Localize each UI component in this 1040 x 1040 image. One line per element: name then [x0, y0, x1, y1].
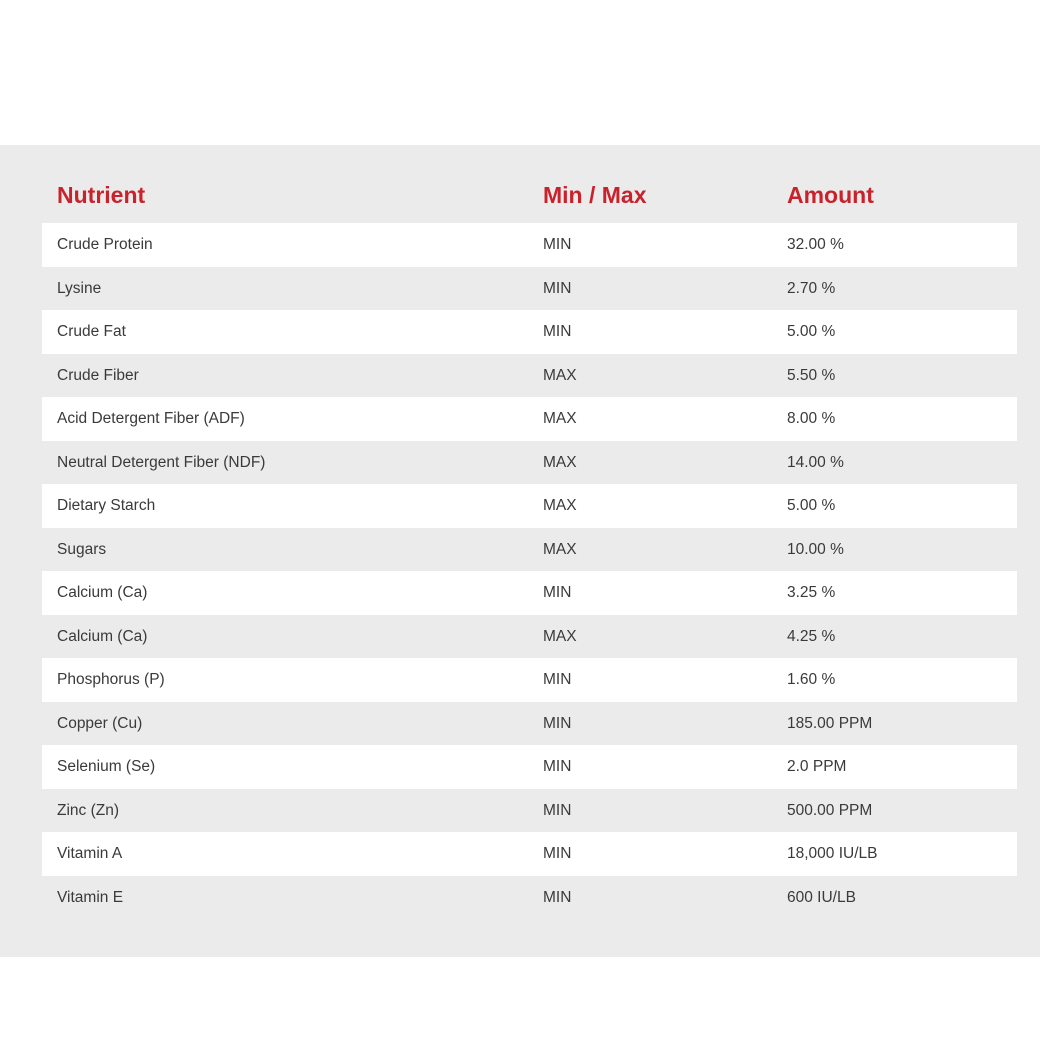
amount-cell: 2.70 %: [787, 279, 836, 297]
min-max-cell: MAX: [543, 497, 577, 514]
amount-cell: 2.0 PPM: [787, 758, 847, 775]
table-row: [42, 223, 1017, 267]
table-row: [42, 658, 1017, 702]
nutrient-cell: Phosphorus (P): [57, 671, 165, 688]
table-row: [42, 267, 1017, 311]
table-row: [42, 615, 1017, 659]
amount-cell: 185.00 PPM: [787, 714, 873, 732]
nutrient-cell: Crude Fat: [57, 323, 126, 340]
table-row: [42, 789, 1017, 833]
header-min-max: Min / Max: [543, 182, 647, 208]
nutrient-cell: Vitamin A: [57, 845, 123, 862]
table-row: [42, 484, 1017, 528]
amount-cell: 18,000 IU/LB: [787, 845, 878, 862]
min-max-cell: MIN: [543, 845, 572, 862]
min-max-cell: MAX: [543, 366, 577, 384]
min-max-cell: MIN: [543, 671, 572, 688]
nutrient-cell: Neutral Detergent Fiber (NDF): [57, 453, 266, 471]
amount-cell: 8.00 %: [787, 410, 836, 427]
nutrient-table: [42, 145, 1017, 919]
min-max-cell: MIN: [543, 801, 572, 819]
min-max-cell: MIN: [543, 323, 572, 340]
table-row: [42, 832, 1017, 876]
amount-cell: 4.25 %: [787, 627, 836, 645]
amount-cell: 5.50 %: [787, 366, 836, 384]
min-max-cell: MIN: [543, 714, 572, 732]
header-amount: Amount: [787, 182, 874, 208]
min-max-cell: MAX: [543, 627, 577, 645]
nutrient-cell: Lysine: [57, 279, 102, 297]
min-max-cell: MIN: [543, 758, 572, 775]
nutrient-cell: Copper (Cu): [57, 714, 143, 732]
table-row: [42, 397, 1017, 441]
nutrient-panel: [0, 145, 1040, 957]
min-max-cell: MIN: [543, 888, 572, 906]
table-row: [42, 571, 1017, 615]
table-header: [42, 145, 1017, 223]
nutrient-cell: Acid Detergent Fiber (ADF): [57, 410, 245, 427]
min-max-cell: MAX: [543, 410, 577, 427]
amount-cell: 5.00 %: [787, 497, 836, 514]
table-row: [42, 876, 1017, 920]
nutrient-cell: Vitamin E: [57, 888, 124, 906]
amount-cell: 32.00 %: [787, 236, 844, 253]
amount-cell: 10.00 %: [787, 540, 844, 558]
table-row: [42, 310, 1017, 354]
amount-cell: 5.00 %: [787, 323, 836, 340]
amount-cell: 3.25 %: [787, 584, 836, 601]
header-nutrient: Nutrient: [57, 182, 146, 208]
min-max-cell: MAX: [543, 540, 577, 558]
table-body: [42, 223, 1017, 919]
min-max-cell: MIN: [543, 584, 572, 601]
min-max-cell: MIN: [543, 236, 572, 253]
nutrient-cell: Sugars: [57, 540, 107, 558]
table-row: [42, 745, 1017, 789]
nutrient-cell: Crude Protein: [57, 236, 153, 253]
nutrient-cell: Dietary Starch: [57, 497, 156, 514]
table-row: [42, 702, 1017, 746]
amount-cell: 500.00 PPM: [787, 801, 873, 819]
min-max-cell: MIN: [543, 279, 572, 297]
amount-cell: 14.00 %: [787, 453, 844, 471]
nutrient-cell: Calcium (Ca): [57, 584, 148, 601]
amount-cell: 1.60 %: [787, 671, 836, 688]
min-max-cell: MAX: [543, 453, 577, 471]
table-row: [42, 441, 1017, 485]
table-row: [42, 528, 1017, 572]
nutrient-cell: Selenium (Se): [57, 758, 156, 775]
table-row: [42, 354, 1017, 398]
nutrient-cell: Crude Fiber: [57, 366, 139, 384]
amount-cell: 600 IU/LB: [787, 888, 856, 906]
nutrient-cell: Calcium (Ca): [57, 627, 148, 645]
nutrient-cell: Zinc (Zn): [57, 801, 119, 819]
